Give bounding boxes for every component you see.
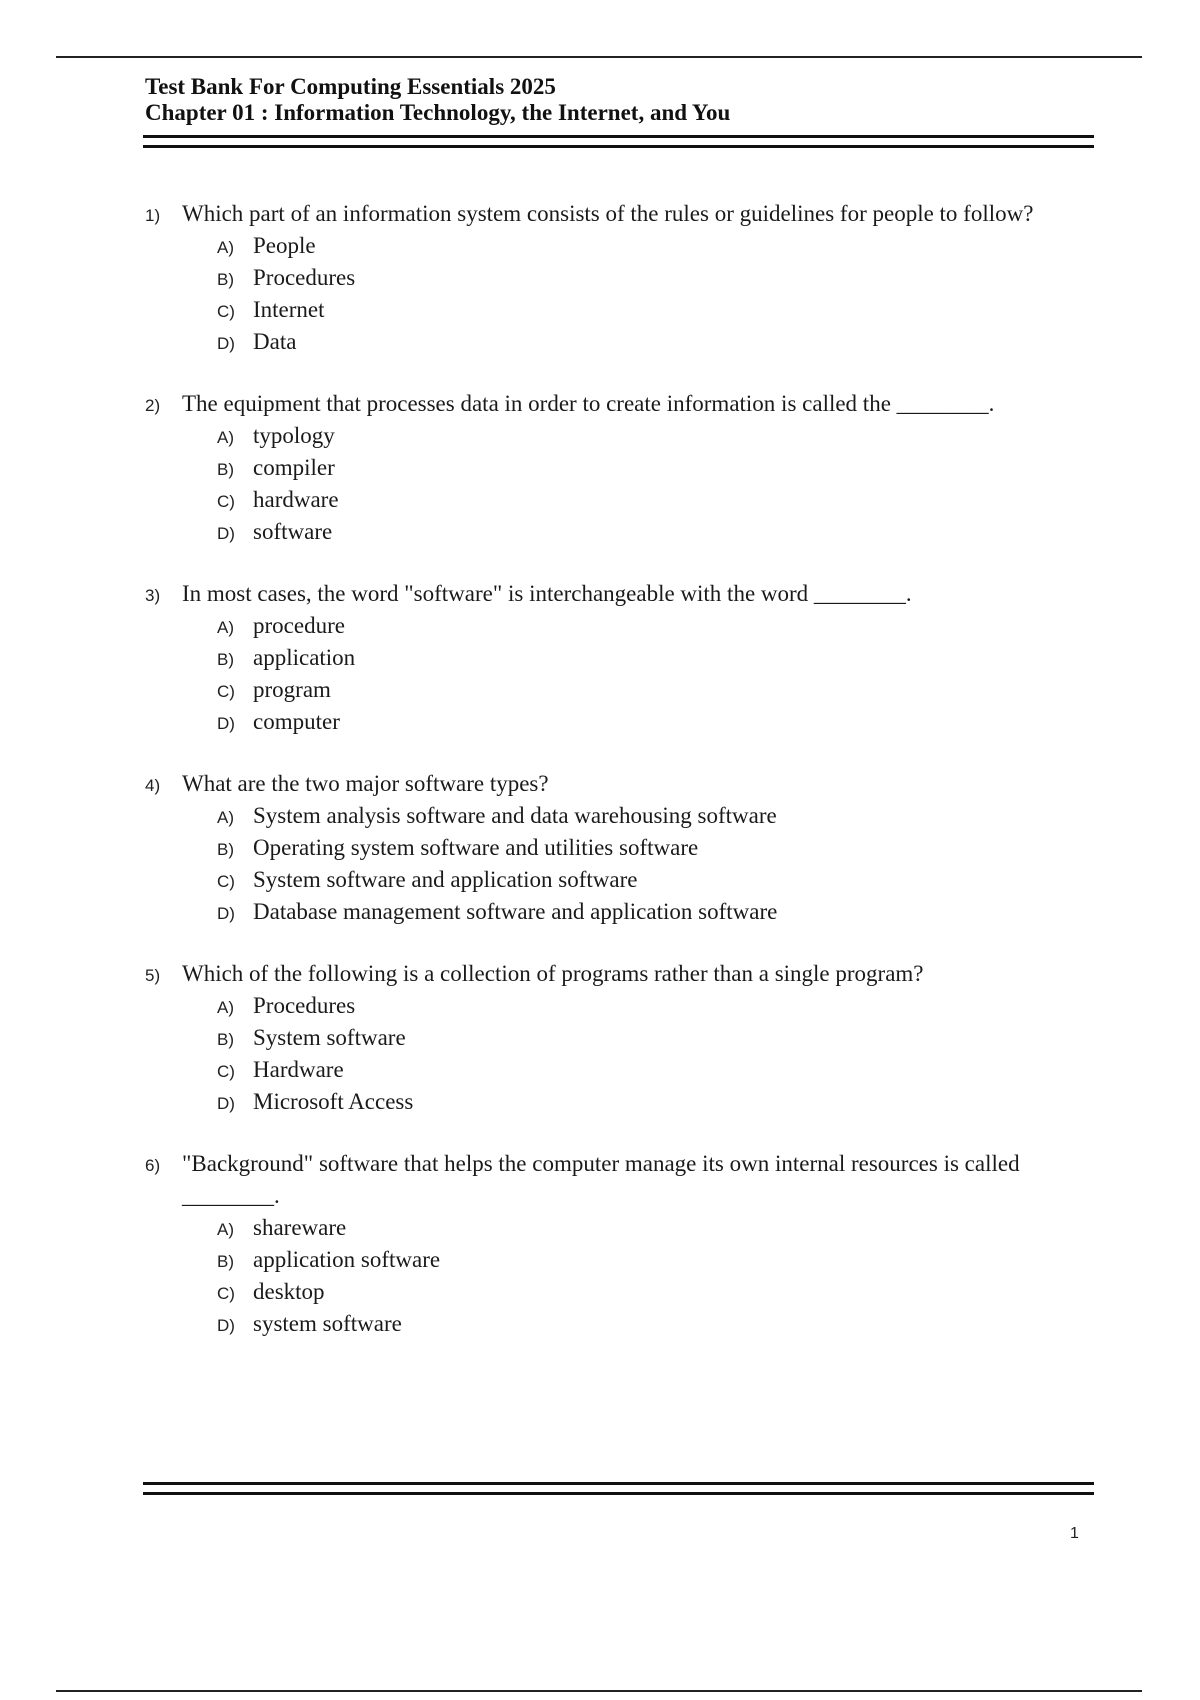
answer-option [217, 262, 1105, 294]
answer-option [217, 832, 1105, 864]
document-header [145, 74, 1095, 126]
option-letter: D) [217, 1316, 235, 1335]
answer-option [217, 1308, 1105, 1340]
page-number: 1 [1070, 1525, 1079, 1542]
answer-option [217, 420, 1105, 452]
answer-option [217, 1054, 1105, 1086]
option-letter: B) [217, 270, 234, 289]
question-5 [145, 958, 1105, 1118]
option-text: compiler [253, 455, 335, 480]
answer-options [217, 990, 1105, 1118]
question-number: 5) [145, 966, 161, 985]
answer-option [217, 294, 1105, 326]
question-text: Which part of an information system consists of the rules or guidelines for people to follow? [182, 201, 1034, 226]
chapter-title: Chapter 01 : Information Technology, the Internet, and You [145, 100, 731, 125]
question-text: In most cases, the word "software" is interchangeable with the word ________. [182, 581, 912, 606]
answer-option [217, 1022, 1105, 1054]
answer-option [217, 1244, 1105, 1276]
option-letter: D) [217, 334, 235, 353]
question-text: "Background" software that helps the computer manage its own internal resources is called ________. [182, 1151, 1020, 1208]
header-double-rule [143, 135, 1094, 148]
answer-option [217, 610, 1105, 642]
question-number: 1) [145, 206, 161, 225]
option-letter: C) [217, 492, 235, 511]
option-letter: C) [217, 872, 235, 891]
option-letter: B) [217, 1030, 234, 1049]
option-letter: A) [217, 618, 234, 637]
answer-option [217, 1086, 1105, 1118]
option-text: procedure [253, 613, 345, 638]
question-number: 6) [145, 1156, 161, 1175]
option-text: System software [253, 1025, 406, 1050]
option-text: computer [253, 709, 340, 734]
option-letter: D) [217, 714, 235, 733]
question-number: 2) [145, 396, 161, 415]
page-bottom-rule [56, 1690, 1142, 1692]
option-text: application [253, 645, 356, 670]
answer-options [217, 610, 1105, 738]
option-text: shareware [253, 1215, 347, 1240]
question-2 [145, 388, 1105, 548]
question-4 [145, 768, 1105, 928]
question-1 [145, 198, 1105, 358]
option-letter: D) [217, 524, 235, 543]
answer-option [217, 864, 1105, 896]
question-6 [145, 1148, 1105, 1340]
option-text: People [253, 233, 316, 258]
option-letter: A) [217, 998, 234, 1017]
option-letter: C) [217, 682, 235, 701]
answer-option [217, 1212, 1105, 1244]
option-text: Procedures [253, 265, 356, 290]
option-letter: C) [217, 1062, 235, 1081]
option-letter: C) [217, 1284, 235, 1303]
answer-options [217, 420, 1105, 548]
question-3 [145, 578, 1105, 738]
option-text: Operating system software and utilities software [253, 835, 699, 860]
answer-option [217, 800, 1105, 832]
answer-option [217, 516, 1105, 548]
answer-option [217, 706, 1105, 738]
option-letter: B) [217, 460, 234, 479]
answer-option [217, 990, 1105, 1022]
option-letter: D) [217, 1094, 235, 1113]
answer-options [217, 230, 1105, 358]
answer-options [217, 1212, 1105, 1340]
option-text: application software [253, 1247, 441, 1272]
answer-option [217, 896, 1105, 928]
question-text: Which of the following is a collection of programs rather than a single program? [182, 961, 924, 986]
answer-options [217, 800, 1105, 928]
answer-option [217, 484, 1105, 516]
option-text: Microsoft Access [253, 1089, 414, 1114]
option-text: software [253, 519, 333, 544]
option-text: hardware [253, 487, 339, 512]
page-top-rule [56, 56, 1142, 58]
option-text: Database management software and application software [253, 899, 778, 924]
option-letter: B) [217, 840, 234, 859]
answer-option [217, 230, 1105, 262]
option-text: Procedures [253, 993, 356, 1018]
option-text: Hardware [253, 1057, 344, 1082]
option-letter: A) [217, 428, 234, 447]
option-letter: D) [217, 904, 235, 923]
option-text: Internet [253, 297, 325, 322]
option-text: system software [253, 1311, 402, 1336]
option-text: System analysis software and data warehousing software [253, 803, 777, 828]
option-letter: B) [217, 650, 234, 669]
question-list [145, 198, 1105, 1340]
option-text: program [253, 677, 331, 702]
option-text: System software and application software [253, 867, 638, 892]
answer-option [217, 326, 1105, 358]
answer-option [217, 1276, 1105, 1308]
question-number: 4) [145, 776, 161, 795]
option-text: desktop [253, 1279, 325, 1304]
question-number: 3) [145, 586, 161, 605]
document-title: Test Bank For Computing Essentials 2025 [145, 74, 556, 99]
option-letter: A) [217, 238, 234, 257]
footer-double-rule [143, 1482, 1094, 1495]
question-text: What are the two major software types? [182, 771, 549, 796]
option-text: Data [253, 329, 297, 354]
answer-option [217, 642, 1105, 674]
answer-option [217, 674, 1105, 706]
option-text: typology [253, 423, 335, 448]
answer-option [217, 452, 1105, 484]
question-text: The equipment that processes data in order to create information is called the ________. [182, 391, 995, 416]
option-letter: C) [217, 302, 235, 321]
option-letter: B) [217, 1252, 234, 1271]
option-letter: A) [217, 1220, 234, 1239]
option-letter: A) [217, 808, 234, 827]
